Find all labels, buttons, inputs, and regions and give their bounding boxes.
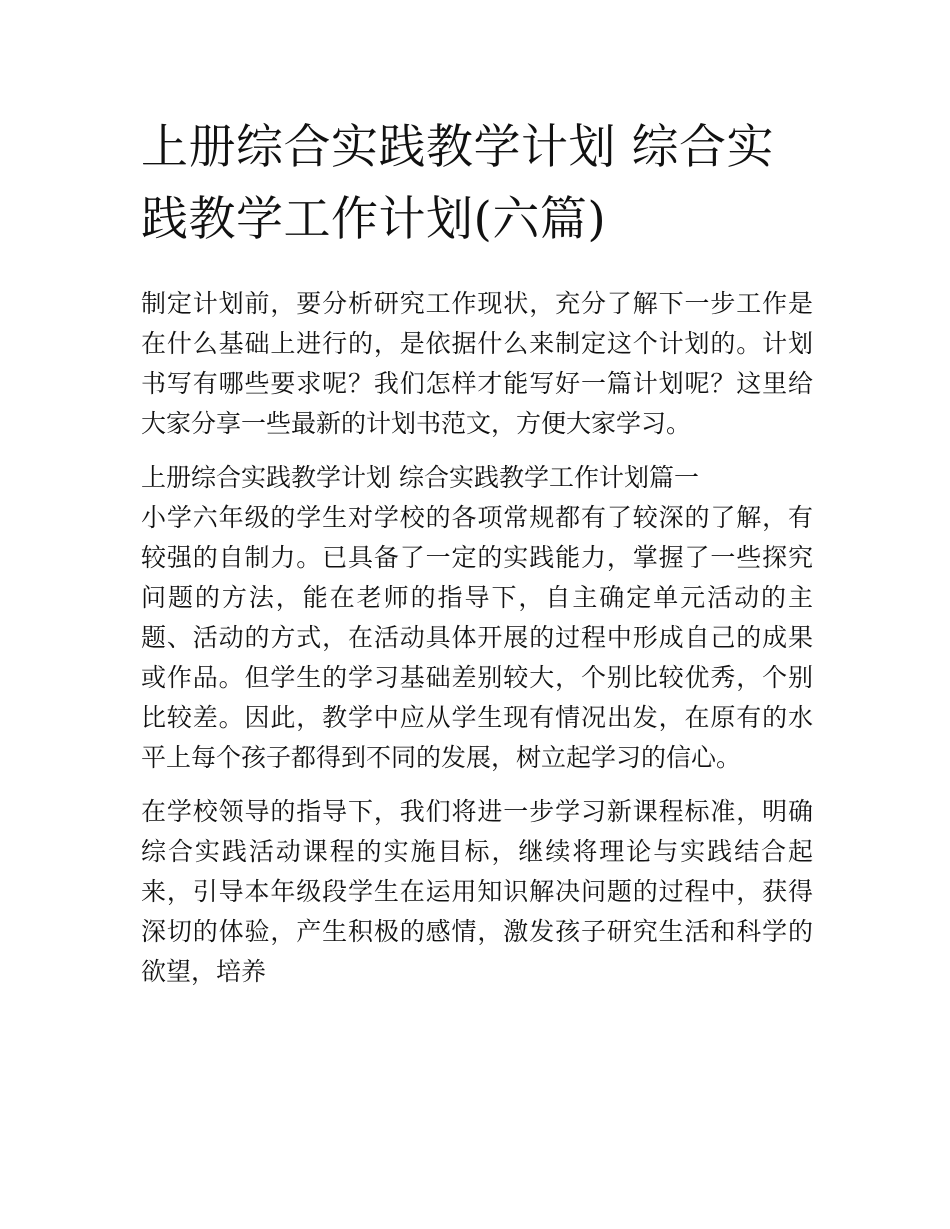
document-title: 上册综合实践教学计划 综合实践教学工作计划(六篇) — [141, 120, 774, 247]
document-page — [141, 112, 813, 992]
section-heading: 上册综合实践教学计划 综合实践教学工作计划篇一 — [141, 463, 699, 492]
body-paragraph-2: 在学校领导的指导下，我们将进一步学习新课程标准，明确综合实践活动课程的实施目标，继续将理论与实践结合起来，引导本年级段学生在运用知识解决问题的过程中，获得深切的体验，产生积极的感情，激发孩子研究生活和科学的欲望，培养 — [141, 797, 813, 986]
body-paragraph-1: 小学六年级的学生对学校的各项常规都有了较深的了解，有较强的自制力。已具备了一定的实践能力，掌握了一些探究问题的方法，能在老师的指导下，自主确定单元活动的主题、活动的方式，在活动具体开展的过程中形成自己的成果或作品。但学生的学习基础差别较大，个别比较优秀，个别比较差。因此，教学中应从学生现有情况出发，在原有的水平上每个孩子都得到不同的发展，树立起学习的信心。 — [141, 503, 813, 772]
intro-paragraph: 制定计划前，要分析研究工作现状，充分了解下一步工作是在什么基础上进行的，是依据什么来制定这个计划的。计划书写有哪些要求呢？我们怎样才能写好一篇计划呢？这里给大家分享一些最新的计划书范文，方便大家学习。 — [141, 289, 813, 438]
